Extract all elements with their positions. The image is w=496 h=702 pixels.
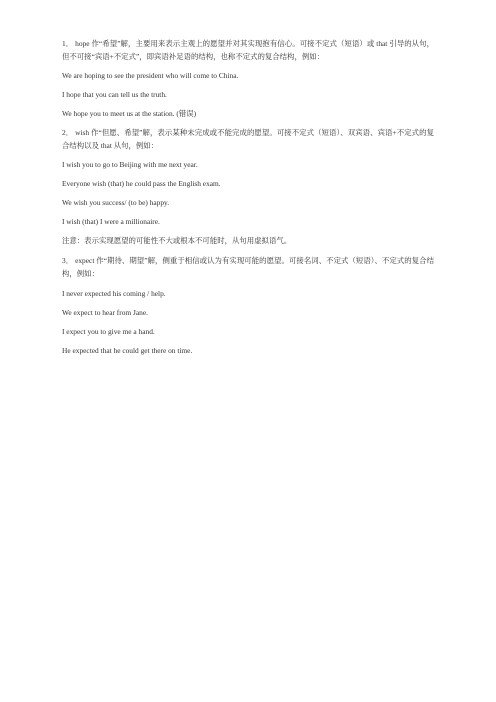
section-3-paragraph: 3． expect 作“期待、期望”解，侧重于相信或认为有实现可能的愿望。可接名词、不定式（短语）、不定式的复合结构，例如： xyxy=(62,256,434,278)
section-3-example-4: He expected that he could get there on time. xyxy=(62,345,193,355)
section-2-example-3: We wish you success/ (to be) happy. xyxy=(62,198,170,208)
section-3-example-3: I expect you to give me a hand. xyxy=(62,326,155,336)
section-1-example-3: We hope you to meet us at the station. (错误) xyxy=(62,109,197,119)
section-2-example-1: I wish you to go to Beijing with me next year. xyxy=(62,160,198,170)
section-2-example-4: I wish (that) I were a millionaire. xyxy=(62,217,160,227)
section-2-note: 注意：表示实现愿望的可能性不大或根本不可能时，从句用虚拟语气。 xyxy=(62,236,292,246)
section-3-example-2: We expect to hear from Jane. xyxy=(62,307,148,317)
section-1-example-1: We are hoping to see the president who will come to China. xyxy=(62,71,239,81)
section-3-example-1: I never expected his coming / help. xyxy=(62,288,166,298)
section-1-paragraph: 1． hope 作“希望”解，主要用来表示主观上的愿望并对其实现抱有信心。可接不定式（短语）或 that 引导的从句，但不可接“宾语+不定式”，即宾语补足语的结构，也称不定式的复合结构，例如： xyxy=(62,39,434,61)
section-2-paragraph: 2． wish 作“但愿、希望”解，表示某种未完成或不能完成的愿望。可接不定式（短语）、双宾语、宾语+不定式的复合结构以及 that 从句，例如： xyxy=(62,128,434,150)
document-page xyxy=(62,38,434,356)
section-2-example-2: Everyone wish (that) he could pass the English exam. xyxy=(62,179,221,189)
section-1-example-2: I hope that you can tell us the truth. xyxy=(62,90,167,100)
